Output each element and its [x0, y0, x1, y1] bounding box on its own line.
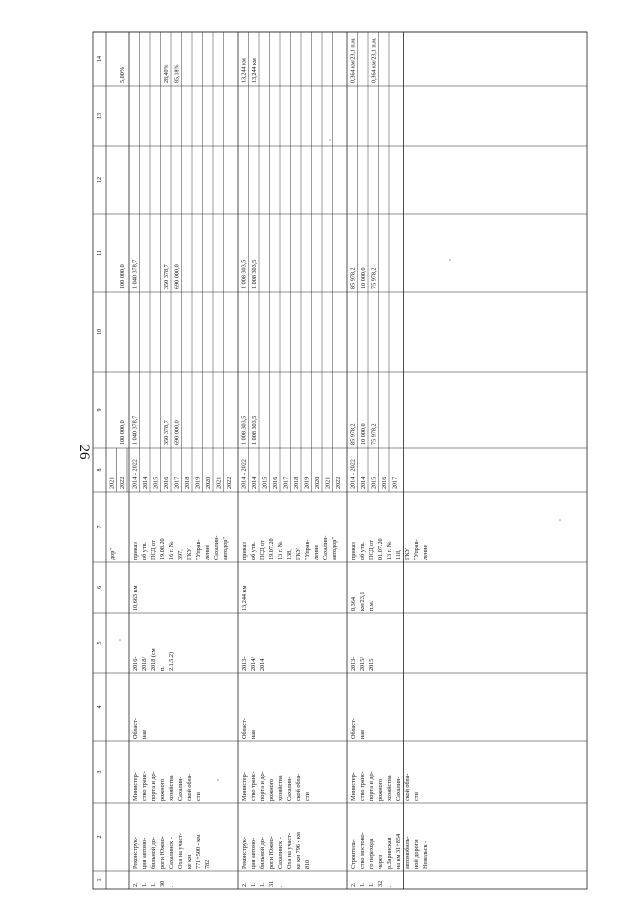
project-name-line: Оха на участ-	[286, 833, 293, 869]
project-ownership-line: Област-	[132, 718, 139, 739]
project-name-line: бильной до-	[150, 837, 157, 869]
row-year: 2014	[360, 476, 367, 489]
row-value-14: 0,364 км/23,1 п.м.	[371, 37, 378, 83]
project-period-line: 2014	[259, 658, 266, 671]
project-decree-line: ГКУ	[295, 548, 302, 560]
header-col-number: 12	[97, 177, 103, 183]
row-value-9: 1 008 303,5	[240, 415, 248, 445]
project-number-line: 31	[268, 880, 275, 887]
project-ministry-line: Сахалин-	[286, 776, 293, 801]
project-name-line: ство мостово-	[359, 832, 366, 869]
project-number-line: 32	[377, 880, 384, 887]
row-year: 2018	[293, 476, 300, 489]
row-value-9: 1 040 378,7	[131, 415, 139, 445]
project-number	[350, 881, 393, 887]
project-decree	[241, 536, 338, 560]
project-ministry-line: Сахалин-	[395, 776, 402, 801]
header-col-number: 1	[97, 878, 103, 882]
row-year: 2022	[335, 476, 342, 489]
header-col-number: 9	[97, 408, 103, 412]
project-period-line: 2013-	[350, 656, 357, 671]
project-ministry-line: ской обла-	[186, 773, 193, 801]
project-ownership-line: ная	[141, 730, 148, 739]
row-value-9: 75 978,2	[370, 423, 378, 445]
project-decree-line: 16 г. №	[168, 541, 175, 560]
fragment-value-14: 5,00%	[119, 67, 126, 83]
project-period-line: 2014/	[250, 656, 257, 671]
project-ministry-line: Министер-	[350, 772, 357, 801]
header-col-number: 13	[97, 113, 103, 119]
project-ministry-line: хозяйства	[168, 775, 175, 801]
project-ministry-line: ство транс-	[250, 771, 257, 801]
scan-speck	[559, 519, 561, 521]
project-period	[241, 657, 266, 671]
row-year: 2014 - 2022	[240, 459, 248, 489]
header-col-number: 8	[97, 468, 103, 472]
project-decree-line: Сахалин-	[213, 535, 220, 560]
project-name-line: Оха на участ-	[177, 833, 184, 869]
row-year: 2014	[142, 476, 149, 489]
row-value-11: 350 378,7	[163, 264, 170, 289]
project-ministry-line: Министер-	[241, 772, 248, 801]
project-number-line: 30	[159, 880, 166, 887]
row-value-11: 1 008 303,5	[240, 259, 248, 289]
row-year: 2016	[163, 476, 170, 489]
project-decree-line: 118,	[395, 549, 402, 560]
project-name	[241, 832, 311, 869]
project-decree-line: 01.07.20	[377, 538, 384, 560]
row-year: 2020	[314, 476, 321, 489]
project-number-line: 1.	[141, 882, 148, 887]
project-ministry-line: порта и до-	[368, 771, 375, 801]
project-capacity	[241, 585, 248, 611]
scan-speck	[119, 639, 121, 641]
project-ministry	[350, 771, 420, 801]
row-value-14: 28,40%	[164, 64, 170, 83]
table-frame	[93, 32, 587, 889]
project-capacity-line: 0,364	[350, 597, 357, 611]
row-year: 2017	[282, 476, 290, 489]
row-year: 2022	[226, 476, 233, 489]
project-name-line: 810	[304, 859, 311, 869]
project-number-line: 1.	[150, 882, 157, 887]
row-year: 2020	[205, 476, 212, 489]
project-ministry-line: ской обла-	[295, 773, 302, 801]
project-name-line: ке км	[186, 854, 193, 869]
project-ministry-line: порта и до-	[259, 771, 266, 801]
header-col-number: 10	[97, 329, 103, 335]
row-year: 2017	[391, 476, 399, 489]
project-name	[350, 832, 429, 869]
row-year: 2014	[251, 476, 258, 489]
project-period-line: 2016-	[132, 656, 139, 671]
project-period-line: 2015	[368, 658, 375, 671]
project-name-line: ной дороги	[413, 839, 420, 869]
row-year: 2015	[370, 476, 378, 489]
project-ministry-line: сти	[195, 792, 202, 801]
page-number: 26	[76, 444, 92, 460]
project-ministry-line: хозяйства	[386, 775, 393, 801]
fragment-value-9: 100 000,0	[119, 420, 126, 445]
project-decree-line: приказ	[132, 542, 139, 560]
fragment-value-11: 100 000,0	[119, 264, 126, 289]
project-number-line: .	[277, 885, 284, 887]
project-period	[132, 648, 175, 671]
project-ownership-line: ная	[250, 730, 257, 739]
project-name-line: Реконструк-	[241, 837, 248, 869]
row-value-9: 1 008 303,5	[251, 415, 258, 445]
project-decree-line: "Управ-	[195, 539, 202, 560]
project-ministry-line: порта и до-	[150, 771, 157, 801]
project-decree-line: 19.08.20	[159, 538, 166, 560]
project-name-line: Сахалинск -	[277, 837, 284, 869]
project-period-line: 2018/	[141, 656, 148, 671]
header-col-number: 3	[97, 770, 103, 774]
row-year: 2019	[194, 476, 202, 489]
project-ministry-line: Сахалин-	[177, 776, 184, 801]
project-number-line: 1.	[250, 882, 257, 887]
project-period-line: 2.1.5.2)	[168, 651, 175, 671]
project-capacity-line: п.м.	[368, 600, 375, 611]
project-ministry-line: рожного	[159, 778, 166, 801]
project-decree-line: 13 г. №	[386, 541, 393, 560]
project-name-line: автомобиль-	[404, 836, 411, 869]
project-decree	[132, 536, 229, 560]
project-decree	[350, 538, 429, 560]
project-decree-line: приказ	[350, 542, 357, 560]
row-year: 2016	[272, 476, 279, 489]
row-year: 2014 - 2022	[349, 459, 357, 489]
row-value-14: 13,244 км	[252, 58, 258, 83]
project-name-line: р.Заринская	[386, 837, 393, 869]
header-col-number: 6	[97, 586, 103, 589]
project-decree-line: 19.07.20	[268, 538, 275, 560]
project-ministry-line: ской обла-	[404, 773, 411, 801]
row-year: 2015	[261, 476, 269, 489]
project-decree-line: ление	[204, 544, 211, 560]
project-number-line: 1.	[368, 882, 375, 887]
fragment-col7-line: дор"	[109, 548, 116, 560]
project-ownership	[132, 718, 148, 739]
project-decree-line: ПСД от	[368, 540, 375, 560]
project-number-line: 2.	[132, 882, 139, 887]
project-ownership-line: Област-	[350, 718, 357, 739]
row-value-11: 75 978,2	[370, 267, 378, 289]
project-name-line: ке км 796 - км	[295, 832, 302, 869]
project-name-line: ция автомо-	[141, 837, 148, 869]
project-decree-line: ление	[313, 544, 320, 560]
project-ministry	[132, 771, 202, 801]
project-decree-line: приказ	[241, 542, 248, 560]
header-col-number: 4	[97, 705, 103, 709]
project-period-line: п.	[159, 666, 166, 671]
project-ministry-line: ство транс-	[141, 771, 148, 801]
project-decree-line: автодор"	[222, 537, 229, 560]
project-capacity	[350, 592, 375, 611]
row-value-9: 10 000,0	[360, 423, 367, 445]
row-value-14: 0,364 км/23,1 п.м.	[350, 37, 357, 83]
project-decree-line: Сахалин-	[322, 535, 329, 560]
project-capacity-line: км/23,1	[359, 591, 366, 611]
project-name-line: 782	[204, 859, 211, 869]
project-period-line: 2018 (см	[150, 648, 157, 671]
project-period-line: 2015/	[359, 656, 366, 671]
project-decree-line: "Управ-	[304, 539, 311, 560]
scan-speck	[449, 259, 451, 261]
project-decree-line: ление	[422, 544, 429, 560]
row-value-14: 85,18%	[174, 64, 181, 83]
project-ownership	[241, 718, 257, 739]
fragment-year: 2021	[108, 476, 116, 489]
header-col-number: 7	[97, 525, 103, 529]
project-number-line: 2.	[350, 882, 357, 887]
row-value-11: 10 000,0	[360, 267, 367, 289]
project-name	[132, 833, 211, 869]
project-ministry-line: рожного	[377, 778, 384, 801]
scan-speck	[329, 139, 331, 141]
project-ministry-line: рожного	[268, 778, 275, 801]
project-ministry	[241, 771, 311, 801]
project-name-line: через	[377, 854, 384, 869]
project-ministry-line: сти	[304, 792, 311, 801]
fragment-year: 2022	[119, 476, 126, 489]
row-year: 2021	[324, 476, 332, 489]
project-period	[350, 657, 375, 671]
project-name-line: Реконструк-	[132, 837, 139, 869]
project-decree-line: "Управ-	[413, 539, 420, 560]
row-value-11: 1 008 303,5	[251, 259, 258, 289]
project-capacity-line: 10,663 км	[132, 585, 139, 611]
header-col-number: 14	[97, 56, 103, 62]
project-decree-line: ГКУ	[404, 548, 411, 560]
project-number-line: 1.	[259, 882, 266, 887]
fragment-col7	[109, 548, 116, 560]
project-name-line: Строитель-	[350, 839, 357, 869]
project-ownership	[350, 718, 366, 739]
project-number-line: .	[168, 885, 175, 887]
row-year: 2015	[152, 476, 160, 489]
header-col-number: 2	[97, 835, 103, 839]
project-number-line: 2.	[241, 882, 248, 887]
project-ministry-line: ство транс-	[359, 771, 366, 801]
project-decree-line: ГКУ	[186, 548, 193, 560]
project-decree-line: об утв.	[141, 541, 148, 560]
row-year: 2019	[303, 476, 311, 489]
header-col-number: 11	[97, 250, 103, 256]
row-value-11: 1 040 378,7	[131, 259, 139, 289]
project-decree-line: 397,	[177, 549, 184, 560]
project-decree-line: об утв.	[250, 541, 257, 560]
project-number-line: .	[386, 885, 393, 887]
project-name-line: роги Южно-	[159, 836, 166, 869]
project-ministry-line: сти	[413, 792, 420, 801]
project-decree-line: ПСД от	[150, 540, 157, 560]
project-name-line: 771+500 - км	[195, 834, 202, 869]
project-decree-line: автодор"	[331, 537, 338, 560]
row-value-11: 85 978,2	[349, 267, 357, 289]
row-year: 2014 - 2022	[131, 459, 139, 489]
row-year: 2016	[381, 476, 388, 489]
row-year: 2021	[215, 476, 223, 489]
scan-speck	[217, 779, 219, 781]
project-number	[132, 881, 175, 887]
project-ministry-line: хозяйства	[277, 775, 284, 801]
row-value-11: 690 000,0	[173, 264, 181, 289]
project-name-line: на км 31+854	[395, 833, 402, 869]
project-capacity	[132, 585, 139, 611]
row-value-9: 85 978,2	[349, 423, 357, 445]
project-name-line: Невельск -	[422, 840, 429, 869]
project-decree-line: об утв.	[359, 541, 366, 560]
project-ownership-line: ная	[359, 730, 366, 739]
project-name-line: Сахалинск -	[168, 837, 175, 869]
project-decree-line: 138,	[286, 549, 293, 560]
project-ownership-line: Област-	[241, 718, 248, 739]
project-name-line: ция автомо-	[250, 837, 257, 869]
project-name-line: бильной до-	[259, 837, 266, 869]
project-number-line: 1.	[359, 882, 366, 887]
project-decree-line: ПСД от	[259, 540, 266, 560]
project-capacity-line: 13,244 км	[241, 585, 248, 611]
row-year: 2018	[184, 476, 191, 489]
project-name-line: роги Южно-	[268, 836, 275, 869]
project-ministry-line: Министер-	[132, 772, 139, 801]
row-value-9: 690 000,0	[173, 420, 181, 445]
row-value-14: 13,244 км	[241, 58, 248, 83]
row-year: 2017	[173, 476, 181, 489]
header-col-number: 5	[97, 641, 103, 645]
project-number	[241, 881, 284, 887]
project-decree-line: 13 г. №	[277, 541, 284, 560]
row-value-9: 350 378,7	[163, 420, 170, 445]
project-period-line: 2013-	[241, 656, 248, 671]
project-name-line: го перехода	[368, 838, 375, 869]
